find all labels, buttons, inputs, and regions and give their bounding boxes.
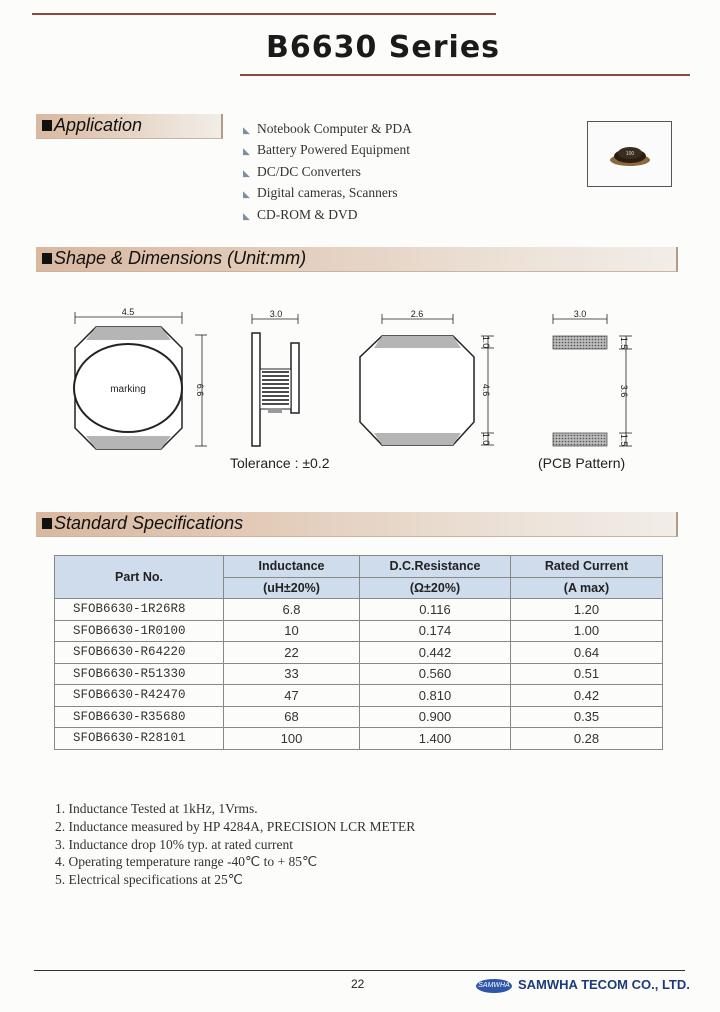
pcb-top-label: 1.5: [619, 336, 629, 350]
note-item: 3. Inductance drop 10% typ. at rated current: [55, 836, 294, 852]
header-current-unit: (A max): [511, 577, 663, 599]
bottom-top-label: 1.0: [481, 335, 491, 349]
current-value: 1.20: [511, 599, 663, 621]
list-item: ◣ CD-ROM & DVD: [243, 204, 412, 225]
table-row: [55, 685, 663, 707]
note-item: 4. Operating temperature range -40℃ to + 85℃: [55, 854, 318, 870]
header-dcr: D.C.Resistance: [360, 556, 511, 578]
product-photo: [587, 121, 672, 187]
arrow-icon: ◣: [243, 210, 250, 221]
dcr-value: 0.560: [360, 663, 511, 685]
table-row: [55, 642, 663, 664]
table-header-row: [55, 556, 663, 578]
company-logo: SAMWHA: [476, 979, 512, 993]
note-item: 1. Inductance Tested at 1kHz, 1Vrms.: [55, 801, 258, 816]
specs-banner: [36, 512, 678, 537]
inductance-value: 6.8: [224, 599, 360, 621]
top-width-label: 4.5: [121, 307, 135, 317]
shape-heading: Shape & Dimensions (Unit:mm): [54, 248, 307, 268]
application-heading: Application: [54, 115, 143, 135]
top-height-label: 6.6: [195, 383, 205, 397]
top-rule: [32, 13, 496, 15]
dimension-drawings: [0, 290, 720, 460]
svg-text:100: 100: [625, 151, 635, 157]
bottom-width-label: 2.6: [410, 309, 424, 319]
table-row: [55, 728, 663, 750]
marking-label: marking: [110, 384, 146, 395]
dcr-value: 0.810: [360, 685, 511, 707]
inductance-value: 68: [224, 706, 360, 728]
note-item: 2. Inductance measured by HP 4284A, PRECISION LCR METER: [55, 818, 416, 834]
pcb-width-label: 3.0: [573, 309, 587, 319]
dcr-value: 0.442: [360, 642, 511, 664]
current-value: 1.00: [511, 620, 663, 642]
inductance-value: 33: [224, 663, 360, 685]
notes-list: [55, 800, 415, 889]
inductance-value: 100: [224, 728, 360, 750]
shape-banner: [36, 247, 678, 272]
part-number: SFOB6630-1R0100: [55, 620, 224, 642]
table-row: [55, 663, 663, 685]
note-item: 5. Electrical specifications at 25℃: [55, 872, 243, 888]
table-row: [55, 706, 663, 728]
arrow-icon: ◣: [243, 189, 250, 200]
pcb-mid-label: 3.6: [619, 384, 629, 398]
application-list: [243, 118, 412, 225]
application-banner: [36, 114, 223, 139]
part-number: SFOB6630-R51330: [55, 663, 224, 685]
header-inductance-unit: (uH±20%): [224, 577, 360, 599]
current-value: 0.28: [511, 728, 663, 750]
top-view-drawing: [74, 307, 207, 449]
current-value: 0.51: [511, 663, 663, 685]
bottom-view-drawing: [360, 309, 494, 445]
dcr-value: 1.400: [360, 728, 511, 750]
table-row: [55, 620, 663, 642]
page-title: B6630 Series: [266, 30, 501, 65]
tolerance-label: Tolerance : ±0.2: [230, 455, 330, 471]
arrow-icon: ◣: [243, 125, 250, 135]
inductance-value: 47: [224, 685, 360, 707]
footer-rule: [34, 970, 685, 971]
current-value: 0.35: [511, 706, 663, 728]
list-item: ◣ Digital cameras, Scanners: [243, 182, 412, 203]
bottom-bot-label: 1.0: [481, 432, 491, 446]
side-view-drawing: [252, 309, 299, 446]
square-bullet-icon: [42, 120, 52, 131]
part-number: SFOB6630-R28101: [55, 728, 224, 750]
company-name: SAMWHA TECOM CO., LTD.: [518, 977, 690, 992]
inductance-value: 22: [224, 642, 360, 664]
bottom-mid-label: 4.6: [481, 383, 491, 397]
dcr-value: 0.116: [360, 599, 511, 621]
title-underline: [240, 74, 690, 76]
pcb-pattern-caption: (PCB Pattern): [538, 455, 626, 471]
arrow-icon: ◣: [243, 167, 250, 178]
current-value: 0.64: [511, 642, 663, 664]
part-number: SFOB6630-R35680: [55, 706, 224, 728]
current-value: 0.42: [511, 685, 663, 707]
square-bullet-icon: [42, 253, 52, 264]
dcr-value: 0.900: [360, 706, 511, 728]
inductor-photo-icon: [588, 122, 671, 186]
list-item: ◣ Battery Powered Equipment: [243, 139, 412, 160]
part-number: SFOB6630-R42470: [55, 685, 224, 707]
pcb-bot-label: 1.5: [619, 433, 629, 447]
part-number: SFOB6630-1R26R8: [55, 599, 224, 621]
list-item: ◣ DC/DC Converters: [243, 161, 412, 182]
inductance-value: 10: [224, 620, 360, 642]
dcr-value: 0.174: [360, 620, 511, 642]
header-dcr-unit: (Ω±20%): [360, 577, 511, 599]
header-current: Rated Current: [511, 556, 663, 578]
pcb-pattern-drawing: [553, 309, 632, 446]
header-inductance: Inductance: [224, 556, 360, 578]
page-number: 22: [351, 977, 365, 991]
part-number: SFOB6630-R64220: [55, 642, 224, 664]
header-part-no: Part No.: [55, 556, 224, 599]
spec-table: [54, 555, 663, 750]
list-item: ◣ Notebook Computer & PDA: [243, 118, 412, 139]
specs-heading: Standard Specifications: [54, 513, 244, 533]
arrow-icon: ◣: [243, 146, 250, 157]
side-width-label: 3.0: [269, 309, 283, 319]
square-bullet-icon: [42, 518, 52, 529]
table-row: [55, 599, 663, 621]
